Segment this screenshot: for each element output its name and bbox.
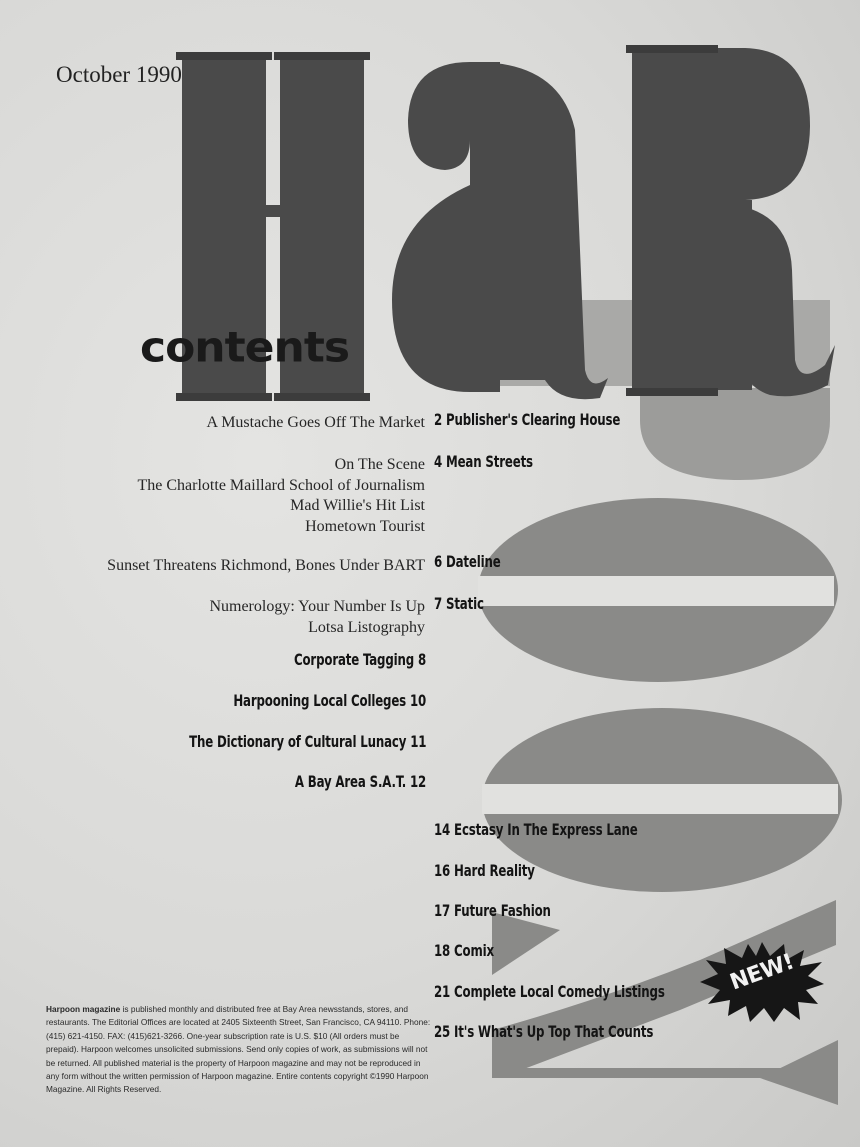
toc-feature[interactable]: Corporate Tagging 8	[293, 650, 426, 669]
toc-page-label[interactable]: 7 Static	[434, 594, 484, 613]
publication-fine-print	[46, 1003, 432, 1097]
toc-back-feature[interactable]: 16 Hard Reality	[434, 861, 535, 880]
toc-feature[interactable]: A Bay Area S.A.T. 12	[294, 772, 426, 791]
toc-serif-entry	[107, 556, 425, 577]
toc-back-feature[interactable]: 14 Ecstasy In The Express Lane	[434, 820, 638, 839]
toc-page-label[interactable]: 6 Dateline	[434, 552, 501, 571]
toc-title: The Charlotte Maillard School of Journalism	[137, 476, 425, 494]
new-badge-label: NEW!	[726, 949, 798, 996]
toc-title: On The Scene	[334, 456, 425, 473]
logo-letter-o-1	[478, 498, 838, 682]
toc-serif-entry	[138, 455, 426, 537]
fine-print-lead: Harpoon magazine	[46, 1004, 121, 1014]
issue-date: October 1990	[56, 62, 182, 87]
fine-print-body: is published monthly and distributed free at Bay Area newsstands, stores, and restaurants. The Editorial Offices are located at 2405 Sixteenth Street, San Francisco, CA 94110. Phone: (415) 621-4150. FAX: (415)621-3266. One-year subscription rate is U.S. $10 (All orders must be prepaid). Harpoon welcomes unsolicited submissions. Send only copies of work, as submissions will not be returned. All published material is the property of Harpoon magazine and may not be reproduced in any form without the written permission of Harpoon magazine. Entire contents copyright ©1990 Harpoon Magazine. All Rights Reserved.	[46, 1004, 431, 1095]
toc-back-feature[interactable]: 25 It's What's Up Top That Counts	[434, 1022, 654, 1041]
toc-title: Hometown Tourist	[305, 517, 425, 535]
toc-back-feature[interactable]: 17 Future Fashion	[434, 901, 551, 920]
toc-back-feature[interactable]: 18 Comix	[434, 941, 494, 960]
logo-letter-a	[392, 62, 608, 399]
toc-page-label[interactable]: 4 Mean Streets	[434, 452, 533, 471]
toc-serif-entry	[207, 413, 425, 434]
toc-title: Numerology: Your Number Is Up	[209, 598, 425, 615]
toc-title: Lotsa Listography	[308, 618, 425, 636]
toc-back-feature[interactable]: 21 Complete Local Comedy Listings	[434, 982, 665, 1001]
toc-title: Mad Willie's Hit List	[290, 497, 425, 514]
contents-heading: contents	[140, 323, 350, 372]
toc-page-label[interactable]: 2 Publisher's Clearing House	[434, 410, 621, 429]
toc-title: Sunset Threatens Richmond, Bones Under BART	[107, 557, 425, 574]
toc-title: A Mustache Goes Off The Market	[206, 414, 425, 431]
logo-letter-o-2	[482, 708, 842, 892]
toc-serif-entry	[209, 597, 425, 638]
toc-feature[interactable]: The Dictionary of Cultural Lunacy 11	[188, 732, 426, 751]
logo-p-bowl	[640, 388, 830, 480]
toc-feature[interactable]: Harpooning Local Colleges 10	[233, 691, 426, 710]
